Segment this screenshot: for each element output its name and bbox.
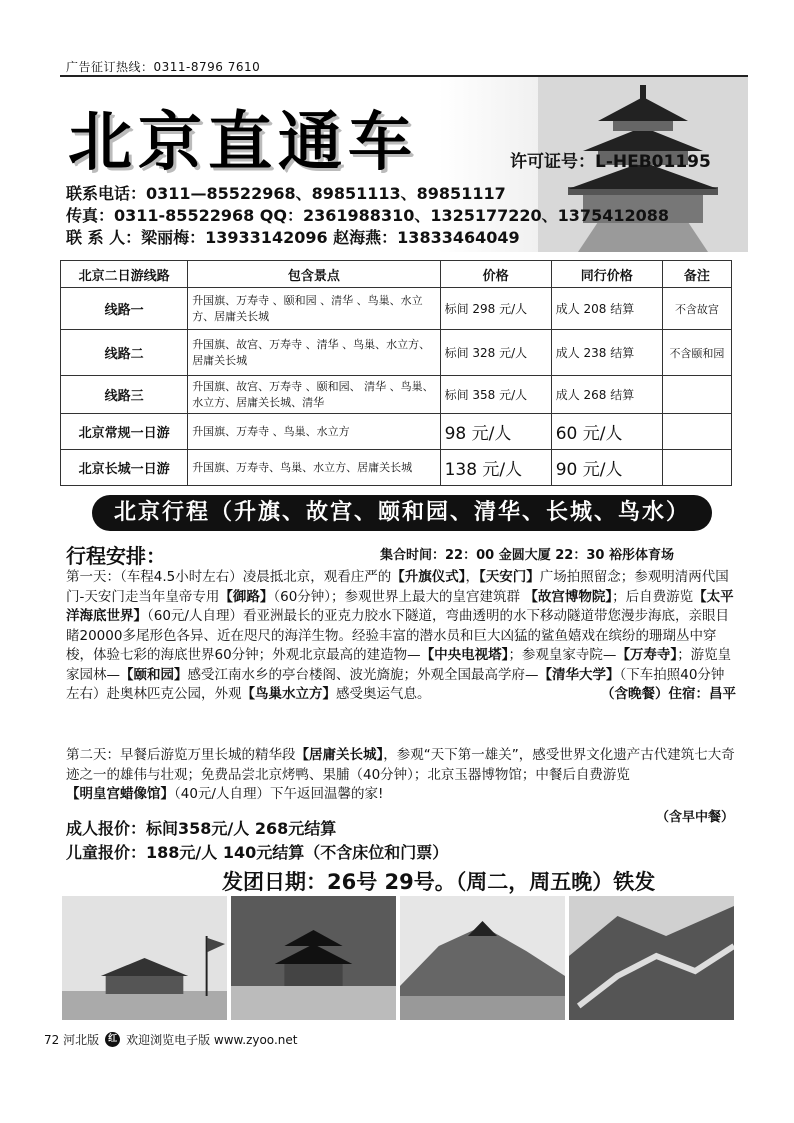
route-peer-price: 90 元/人: [551, 450, 662, 486]
route-name: 北京长城一日游: [61, 450, 188, 486]
ad-hotline: 广告征订热线：0311-8796 7610: [66, 60, 261, 74]
header-note: 备注: [662, 261, 731, 288]
route-spots: 升国旗、万寿寺 、颐和园 、清华 、鸟巢、水立方、居庸关长城: [188, 288, 440, 330]
route-spots: 升国旗、万寿寺 、鸟巢、水立方: [188, 414, 440, 450]
tour-date: 发团日期：26号 29号。（周二，周五晚）铁发: [222, 870, 656, 894]
page-number: 72 河北版: [44, 1033, 100, 1047]
day1-meal-note: （含晚餐）住宿：昌平: [601, 686, 736, 702]
highlight-cctv-tower: 【中央电视塔】: [420, 647, 509, 663]
brand-logo-icon: 红: [105, 1032, 120, 1047]
day1-text: （下车拍照40分钟左右）赴奥林匹克公园，外观: [66, 666, 725, 702]
header-spots: 包含景点: [188, 261, 440, 288]
highlight-tsinghua: 【清华大学】: [538, 666, 620, 683]
day2-text: （40元/人自理）下午返回温馨的家!: [174, 786, 384, 802]
day1-text: ；后自费游览: [612, 588, 694, 605]
route-peer-price: 成人 238 结算: [551, 330, 662, 376]
highlight-juyongguan: 【居庸关长城】: [295, 747, 384, 763]
license-number: 许可证号：L-HEB01195: [510, 152, 711, 172]
header-banner: [60, 75, 748, 252]
route-price: 标间 358 元/人: [440, 376, 551, 414]
route-price: 138 元/人: [440, 450, 551, 486]
route-table-header: [61, 261, 732, 288]
contact-fax-qq: 传真：0311-85522968 QQ：2361988310、1325177220、1375412088: [66, 206, 669, 225]
route-name: 北京常规一日游: [61, 414, 188, 450]
header-route: 北京二日游线路: [61, 261, 188, 288]
contact-person: 联 系 人：梁丽梅：13933142096 赵海燕：13833464049: [66, 228, 520, 247]
photo-temple-of-heaven: [231, 896, 396, 1020]
day1-paragraph: [66, 568, 736, 705]
route-price: 标间 328 元/人: [440, 330, 551, 376]
table-row: [61, 414, 732, 450]
day2-meal-note: （含早中餐）: [655, 810, 734, 825]
photo-great-wall: [569, 896, 734, 1020]
header-price: 价格: [440, 261, 551, 288]
meet-time: 集合时间：22：00 金圆大厦 22：30 裕彤体育场: [380, 548, 674, 563]
day1-text: ，: [465, 569, 479, 585]
day2-text: ，参观“天下第一雄关”，感受世界文化遗产古代建筑七大奇迹之一的雄伟与壮观；免费品尝北京烤鸭、果脯（40分钟）；北京玉器博物馆；中餐后自费游览: [66, 747, 735, 783]
day1-text: （车程4.5小时左右）凌晨抵北京，观看庄严的: [120, 569, 392, 585]
photo-summer-palace: [400, 896, 565, 1020]
day1-text: ；游览皇家园林—: [66, 647, 732, 683]
day1-text: 感受江南水乡的亭台楼阁、波光旖旎；外观全国最高学府—: [187, 666, 539, 683]
highlight-imperial-road: 【御路】: [219, 588, 274, 605]
day-label: 第一天：: [66, 569, 120, 585]
day2-text: 早餐后游览万里长城的精华段: [120, 747, 296, 763]
highlight-tiananmen: 【天安门】: [478, 569, 540, 585]
photo-tiananmen: [62, 896, 227, 1020]
highlight-palace-museum: 【故宫博物院】: [524, 588, 613, 605]
banner-title: 北京直通车: [68, 105, 418, 180]
route-spots: 升国旗、故宫、万寿寺 、颐和园、 清华 、鸟巢、水立方、居庸关长城、清华: [188, 376, 440, 414]
photo-strip: [62, 896, 734, 1020]
route-note: [662, 450, 731, 486]
day1-text: 广场拍照留念；参观明清两代国门-天安门走当年皇帝专用: [66, 569, 729, 605]
table-row: [61, 288, 732, 330]
day1-text: （60元/人自理）看亚洲最长的亚克力胶水下隧道，弯曲透明的水下移动隧道带您漫步海底，亲眼目睹20000多尾形色各异、近在咫尺的海洋生物。经验丰富的潜水员和巨大凶猛的鲨鱼嬉戏在缤纷的珊瑚丛中穿梭，体验七彩的海底世界60分钟；外观北京最高的建造物—: [66, 608, 729, 663]
route-peer-price: 60 元/人: [551, 414, 662, 450]
schedule-label: 行程安排：: [66, 544, 166, 568]
route-price: 标间 298 元/人: [440, 288, 551, 330]
adult-price: 成人报价：标间358元/人 268元结算: [66, 819, 337, 838]
route-name: 线路二: [61, 330, 188, 376]
route-note: [662, 414, 731, 450]
day1-text: 感受奥运气息。: [336, 686, 431, 702]
route-peer-price: 成人 208 结算: [551, 288, 662, 330]
day2-paragraph: [66, 746, 736, 805]
table-row: [61, 330, 732, 376]
day1-text: ；参观皇家寺院—: [508, 647, 617, 663]
footer-website: 欢迎浏览电子版 www.zyoo.net: [126, 1033, 298, 1047]
route-table: [60, 260, 732, 486]
page-footer: [44, 1031, 297, 1048]
route-name: 线路三: [61, 376, 188, 414]
route-note: [662, 376, 731, 414]
route-price: 98 元/人: [440, 414, 551, 450]
highlight-summer-palace: 【颐和园】: [120, 666, 188, 683]
route-name: 线路一: [61, 288, 188, 330]
route-spots: 升国旗、故宫、万寿寺 、清华 、鸟巢、水立方、居庸关长城: [188, 330, 440, 376]
contact-phone: 联系电话：0311—85522968、89851113、89851117: [66, 184, 506, 203]
route-spots: 升国旗、万寿寺、鸟巢、水立方、居庸关长城: [188, 450, 440, 486]
highlight-ocean-world: 【太平洋海底世界】: [66, 588, 734, 624]
itinerary-title: 北京行程（升旗、故宫、颐和园、清华、长城、鸟水）: [92, 495, 712, 531]
highlight-birds-nest: 【鸟巢水立方】: [241, 686, 336, 702]
highlight-flag-raising: 【升旗仪式】: [391, 569, 466, 585]
highlight-wax-museum: 【明皇宫蜡像馆】: [66, 786, 174, 802]
header-peer-price: 同行价格: [551, 261, 662, 288]
table-row: [61, 450, 732, 486]
route-note: 不含颐和园: [662, 330, 731, 376]
day1-text: （60分钟）；参观世界上最大的皇宫建筑群: [273, 588, 525, 605]
day-label: 第二天：: [66, 747, 120, 763]
child-price: 儿童报价：188元/人 140元结算（不含床位和门票）: [66, 843, 449, 862]
table-row: [61, 376, 732, 414]
route-peer-price: 成人 268 结算: [551, 376, 662, 414]
highlight-wanshou-temple: 【万寿寺】: [616, 647, 678, 663]
route-note: 不含故宫: [662, 288, 731, 330]
